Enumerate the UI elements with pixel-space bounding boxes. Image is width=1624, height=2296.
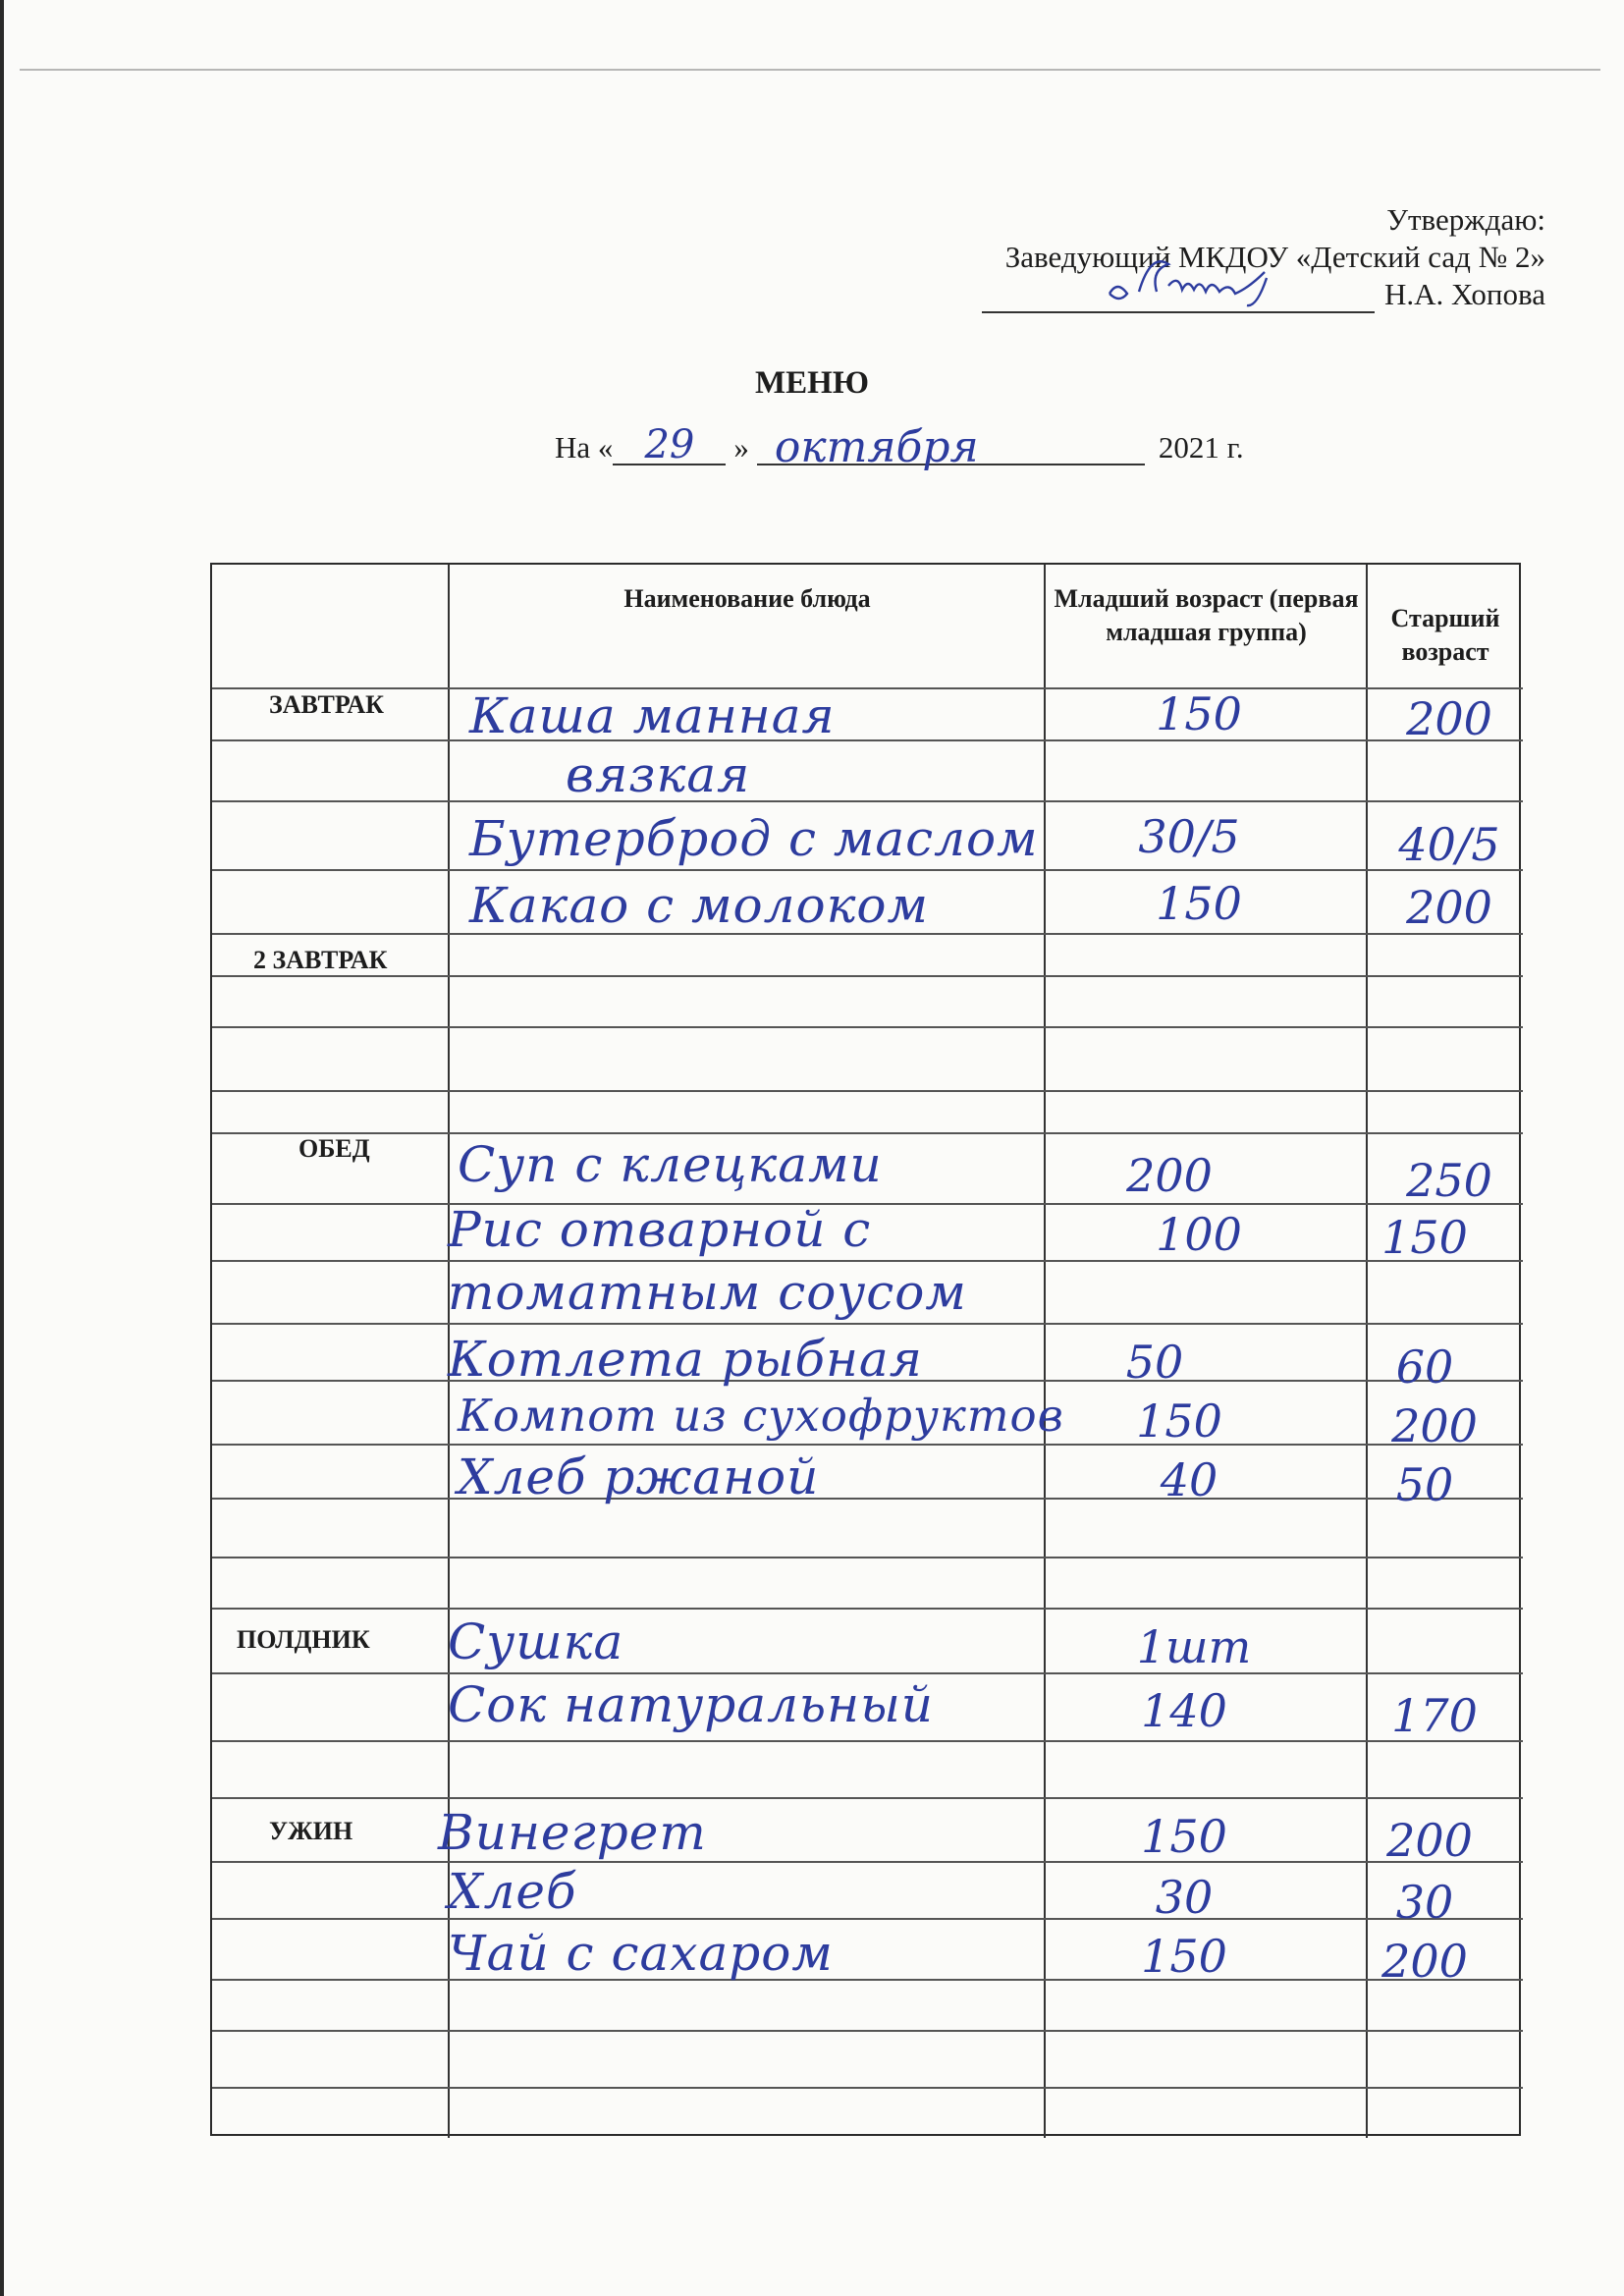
approval-block — [982, 201, 1545, 313]
signature-line — [982, 282, 1375, 313]
dish-name: Сок натуральный — [448, 1676, 935, 1733]
junior-portion: 150 — [1156, 877, 1242, 930]
senior-portion: 30 — [1395, 1876, 1454, 1929]
dish-name: Какао с молоком — [469, 877, 929, 934]
senior-portion: 150 — [1381, 1211, 1468, 1264]
row-divider — [212, 1090, 1523, 1092]
approver-position: Заведующий МКДОУ «Детский сад № 2» — [1004, 240, 1545, 274]
junior-portion: 40 — [1160, 1453, 1218, 1506]
dish-name: Бутерброд с маслом — [469, 810, 1039, 867]
junior-portion: 150 — [1136, 1394, 1222, 1448]
row-divider — [212, 869, 1523, 871]
senior-portion: 40/5 — [1398, 818, 1500, 871]
row-divider — [212, 1323, 1523, 1325]
day-blank — [613, 422, 726, 465]
senior-portion: 200 — [1406, 692, 1492, 745]
dish-name: Суп с клецками — [458, 1136, 883, 1193]
date-year: 2021 г. — [1158, 430, 1244, 465]
dish-name: вязкая — [566, 746, 751, 803]
senior-portion: 50 — [1395, 1458, 1454, 1511]
row-divider — [212, 2030, 1523, 2032]
row-divider — [212, 1740, 1523, 1742]
row-divider — [212, 1979, 1523, 1981]
date-line — [555, 422, 1244, 472]
header-junior: Младший возраст (первая младшая группа) — [1054, 584, 1359, 646]
senior-portion: 200 — [1386, 1814, 1473, 1867]
junior-portion: 30/5 — [1138, 810, 1240, 863]
date-mid: » — [733, 430, 749, 465]
senior-portion: 60 — [1395, 1340, 1454, 1394]
junior-portion: 200 — [1126, 1149, 1213, 1202]
row-divider — [212, 1444, 1523, 1446]
row-divider — [212, 2087, 1523, 2089]
senior-portion: 250 — [1406, 1154, 1492, 1207]
meal-snack: ПОЛДНИК — [237, 1625, 370, 1654]
senior-portion: 200 — [1406, 881, 1492, 934]
dish-name: Винегрет — [438, 1804, 707, 1861]
scan-line — [20, 69, 1600, 71]
month-blank — [757, 422, 1145, 472]
junior-portion: 150 — [1141, 1930, 1227, 1983]
dish-name: Хлеб ржаной — [458, 1449, 820, 1505]
dish-name: Сушка — [448, 1613, 624, 1670]
dish-name: томатным соусом — [448, 1264, 967, 1321]
junior-portion: 30 — [1155, 1871, 1214, 1924]
row-divider — [212, 1498, 1523, 1500]
meal-breakfast: ЗАВТРАК — [269, 690, 385, 719]
row-divider — [212, 1797, 1523, 1799]
row-divider — [212, 800, 1523, 802]
row-divider — [212, 687, 1523, 689]
header-dish: Наименование блюда — [623, 584, 871, 613]
row-divider — [212, 975, 1523, 977]
senior-portion: 170 — [1391, 1689, 1478, 1742]
meal-dinner: УЖИН — [269, 1817, 353, 1845]
junior-portion: 140 — [1141, 1684, 1227, 1737]
date-day: 29 — [644, 422, 695, 467]
row-divider — [212, 1672, 1523, 1674]
date-month: октября — [774, 422, 979, 472]
junior-portion: 150 — [1156, 687, 1242, 740]
junior-portion: 1шт — [1136, 1620, 1252, 1673]
junior-portion: 100 — [1156, 1208, 1242, 1261]
dish-name: Компот из сухофруктов — [458, 1390, 1064, 1442]
scan-edge — [0, 0, 4, 2296]
senior-portion: 200 — [1391, 1399, 1478, 1452]
junior-portion: 50 — [1125, 1336, 1184, 1389]
meal-second-breakfast: 2 ЗАВТРАК — [253, 946, 388, 974]
signature-mark — [1100, 252, 1326, 311]
senior-portion: 200 — [1381, 1935, 1468, 1988]
row-divider — [212, 1861, 1523, 1863]
row-divider — [212, 1026, 1523, 1028]
row-divider — [212, 1132, 1523, 1134]
dish-name: Чай с сахаром — [448, 1925, 834, 1982]
row-divider — [212, 1918, 1523, 1920]
signer-name: Н.А. Хопова — [1383, 277, 1545, 311]
approve-label: Утверждаю: — [1386, 202, 1545, 237]
row-divider — [212, 739, 1523, 741]
menu-table — [210, 563, 1521, 2136]
row-divider — [212, 1557, 1523, 1558]
header-senior: Старший возраст — [1390, 604, 1500, 666]
dish-name: Каша манная — [469, 687, 836, 744]
row-divider — [212, 1260, 1523, 1262]
row-divider — [212, 1608, 1523, 1610]
signature-row — [982, 276, 1545, 313]
dish-name: Хлеб — [448, 1863, 577, 1920]
meal-lunch: ОБЕД — [298, 1134, 370, 1163]
dish-name: Котлета рыбная — [448, 1331, 923, 1388]
date-prefix: На « — [555, 430, 614, 465]
junior-portion: 150 — [1141, 1810, 1227, 1863]
page-title: МЕНЮ — [755, 365, 869, 401]
dish-name: Рис отварной с — [448, 1201, 872, 1258]
